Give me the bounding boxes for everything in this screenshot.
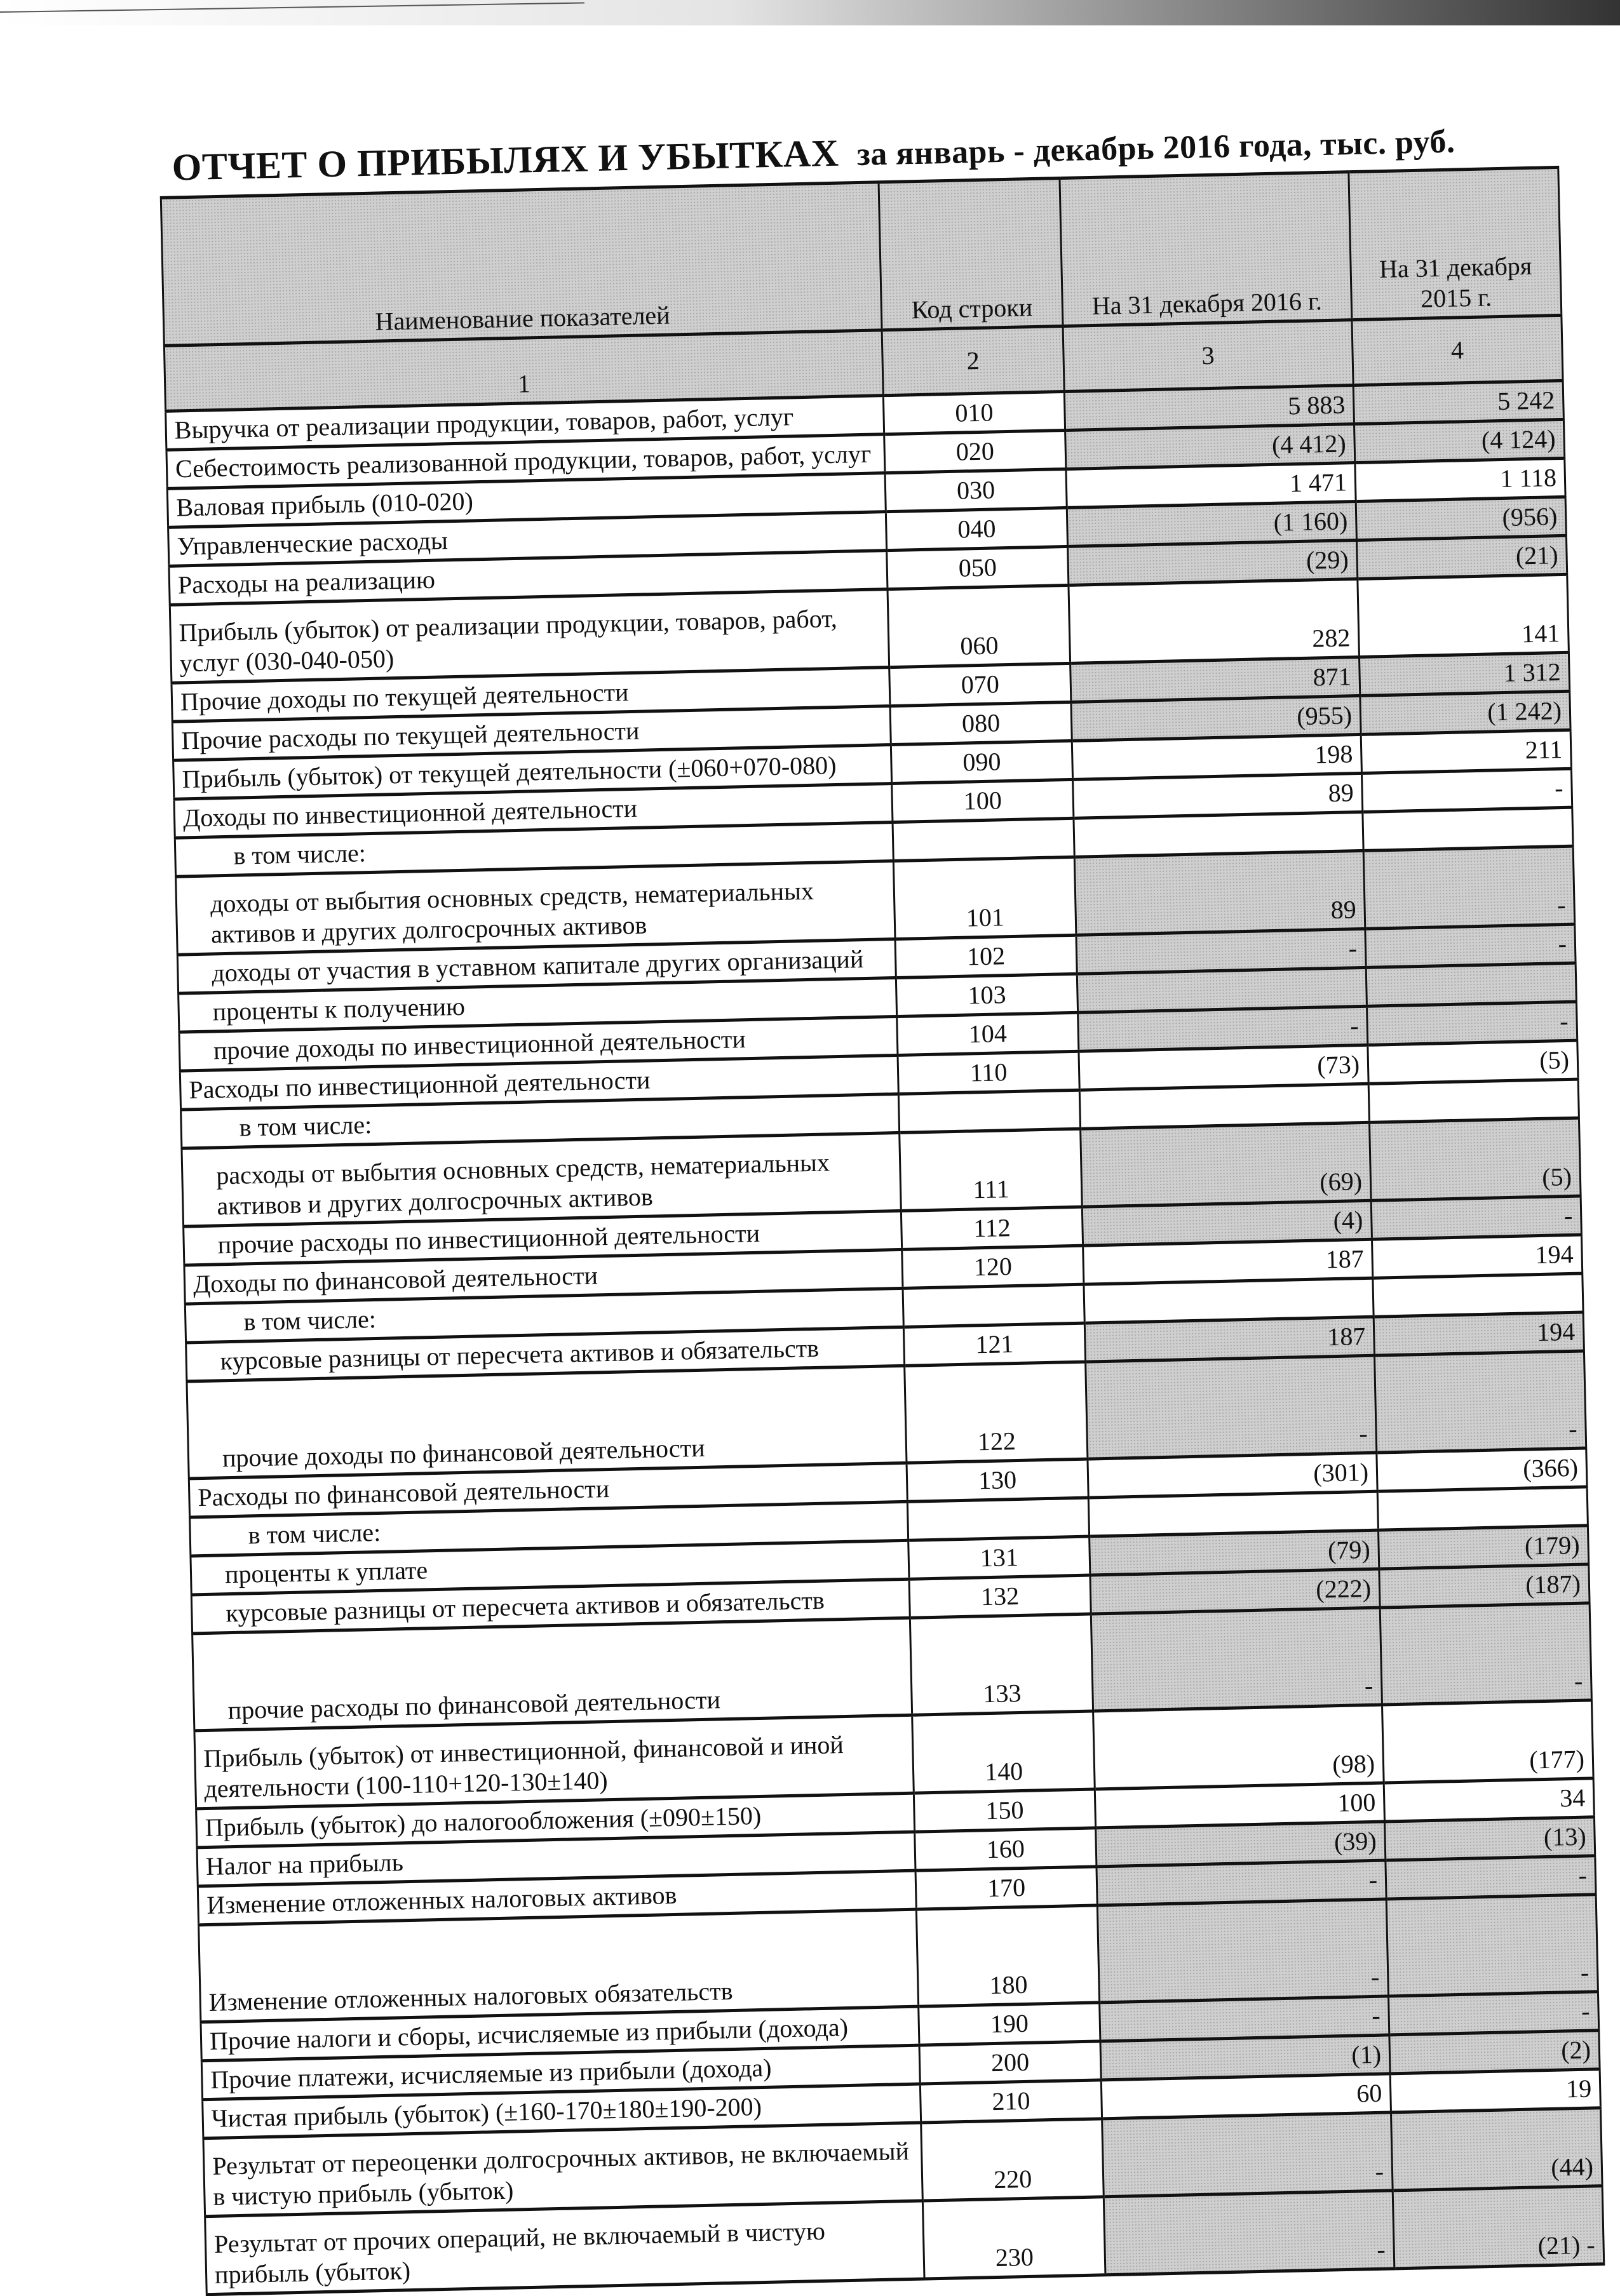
row-code: 050: [887, 546, 1069, 589]
report-page: [159, 116, 1603, 2296]
value-previous-period: (2): [1389, 2031, 1600, 2074]
value-current-period: 100: [1095, 1783, 1384, 1828]
indicator-name: Прочие платежи, исчисляемые из прибыли (дохода): [201, 2045, 920, 2100]
value-current-period: (955): [1071, 695, 1361, 741]
value-previous-period: -: [1386, 1895, 1598, 1996]
indicator-name: Прибыль (убыток) до налогообложения (±090±150): [196, 1793, 915, 1848]
value-previous-period: -: [1361, 769, 1572, 812]
income-statement-table: [160, 166, 1605, 2296]
value-previous-period: -: [1386, 1856, 1596, 1899]
value-previous-period: [1366, 963, 1576, 1006]
value-current-period: (4 412): [1065, 424, 1355, 469]
value-current-period: -: [1097, 1899, 1388, 2003]
value-current-period: -: [1100, 1996, 1389, 2041]
value-previous-period: -: [1363, 846, 1575, 929]
value-current-period: (98): [1093, 1705, 1384, 1789]
value-current-period: [1074, 812, 1363, 857]
value-current-period: (29): [1068, 540, 1358, 586]
indicator-name: курсовые разницы от пересчета активов и обязательств: [191, 1579, 910, 1634]
indicator-name: Прибыль (убыток) от текущей деятельности (±060+070-080): [173, 745, 892, 800]
indicator-name: Прочие доходы по текущей деятельности: [172, 668, 890, 722]
header-row: [161, 167, 1562, 346]
row-code: 122: [905, 1362, 1088, 1463]
row-code: 170: [915, 1867, 1097, 1909]
value-current-period: -: [1091, 1608, 1382, 1711]
value-current-period: [1088, 1491, 1378, 1536]
indicator-name: Прочие расходы по текущей деятельности: [172, 706, 891, 761]
value-previous-period: 1 312: [1359, 652, 1569, 695]
report-title-period: за январь - декабрь 2016 года, тыс. руб.: [856, 123, 1456, 173]
value-previous-period: -: [1380, 1603, 1591, 1705]
value-current-period: (301): [1088, 1453, 1377, 1498]
value-current-period: 198: [1072, 734, 1361, 779]
value-previous-period: (177): [1382, 1700, 1593, 1783]
header-current-period: На 31 декабря 2016 г.: [1060, 172, 1352, 326]
value-previous-period: (5): [1368, 1040, 1578, 1084]
value-previous-period: (366): [1377, 1448, 1587, 1491]
value-current-period: 871: [1070, 657, 1360, 702]
header-previous-period: На 31 декабря 2015 г.: [1349, 167, 1562, 319]
row-code: 220: [921, 2119, 1104, 2201]
row-code: 010: [883, 391, 1065, 434]
value-current-period: -: [1102, 2112, 1393, 2197]
row-code: 030: [885, 469, 1067, 511]
indicator-name: Результат от прочих операций, не включаемый в чистую прибыль (убыток): [205, 2201, 924, 2295]
value-previous-period: -: [1365, 924, 1576, 967]
row-code: 110: [898, 1051, 1079, 1094]
value-current-period: 89: [1074, 850, 1365, 935]
value-current-period: (4): [1082, 1200, 1372, 1245]
column-number: 2: [882, 326, 1064, 396]
indicator-name: Изменение отложенных налоговых активов: [198, 1870, 916, 1925]
indicator-name: Расходы на реализацию: [169, 551, 888, 605]
value-current-period: [1079, 1084, 1369, 1129]
value-current-period: 187: [1083, 1239, 1373, 1284]
column-number: 3: [1063, 320, 1353, 392]
row-code: 132: [909, 1575, 1091, 1618]
value-previous-period: -: [1374, 1351, 1586, 1453]
indicator-name: Валовая прибыль (010-020): [167, 473, 886, 528]
indicator-name: Налог на прибыль: [197, 1832, 915, 1886]
value-current-period: 60: [1101, 2074, 1391, 2119]
row-code: 111: [900, 1129, 1083, 1211]
row-code: 140: [912, 1711, 1095, 1793]
row-code: 120: [902, 1245, 1084, 1288]
value-previous-period: (21): [1356, 535, 1567, 579]
indicator-name: Результат от переоценки долгосрочных активов, не включаемый в чистую прибыль (убыток): [203, 2123, 922, 2217]
scan-edge-artifact: [0, 0, 1620, 25]
value-previous-period: 1 118: [1355, 458, 1565, 501]
indicator-name: Доходы по инвестиционной деятельности: [174, 784, 893, 838]
value-current-period: -: [1104, 2191, 1394, 2275]
value-previous-period: 19: [1390, 2069, 1600, 2112]
row-code: 230: [922, 2197, 1105, 2279]
indicator-name: доходы от выбытия основных средств, нематериальных активов и других долгосрочных активов: [176, 861, 895, 955]
row-code: 150: [914, 1789, 1095, 1832]
value-current-period: 1 471: [1066, 463, 1356, 508]
value-previous-period: -: [1389, 1992, 1599, 2035]
value-previous-period: (187): [1379, 1564, 1590, 1608]
indicator-name: прочие доходы по финансовой деятельности: [187, 1366, 907, 1479]
indicator-name: Расходы по инвестиционной деятельности: [180, 1055, 898, 1110]
value-current-period: -: [1078, 1006, 1368, 1051]
value-current-period: (73): [1079, 1045, 1368, 1090]
value-current-period: 89: [1073, 773, 1363, 818]
row-code: 180: [916, 1905, 1099, 2006]
indicator-name: в том числе:: [190, 1501, 908, 1556]
row-code: 070: [889, 663, 1071, 706]
row-code: 210: [920, 2080, 1102, 2123]
header-indicator-name: Наименование показателей: [161, 182, 882, 346]
row-code: 103: [896, 974, 1077, 1016]
value-current-period: (1 160): [1067, 502, 1356, 547]
row-code: 121: [903, 1323, 1085, 1366]
indicator-name: Чистая прибыль (убыток) (±160-170±180±190-200): [203, 2084, 921, 2138]
indicator-name: в том числе:: [185, 1288, 903, 1343]
row-code: 131: [908, 1536, 1090, 1579]
value-previous-period: [1377, 1487, 1588, 1530]
value-current-period: (79): [1090, 1530, 1379, 1575]
row-code: 190: [919, 2003, 1100, 2045]
indicator-name: Доходы по финансовой деятельности: [184, 1249, 903, 1304]
value-previous-period: [1363, 807, 1573, 850]
value-current-period: (69): [1081, 1122, 1372, 1207]
value-previous-period: (956): [1356, 497, 1566, 540]
indicator-name: расходы от выбытия основных средств, нематериальных активов и других долгосрочных активов: [182, 1132, 901, 1226]
row-code: 101: [893, 857, 1076, 939]
row-code: 080: [890, 702, 1072, 744]
indicator-name: Выручка от реализации продукции, товаров, работ, услуг: [166, 396, 884, 450]
value-previous-period: (44): [1391, 2108, 1602, 2191]
indicator-name: Прибыль (убыток) от реализации продукции, товаров, работ, услуг (030-040-050): [170, 589, 889, 683]
value-previous-period: 194: [1374, 1312, 1584, 1355]
value-current-period: -: [1097, 1860, 1386, 1905]
indicator-name: в том числе:: [181, 1094, 900, 1148]
column-number: 1: [164, 330, 883, 412]
indicator-name: Прочие налоги и сборы, исчисляемые из прибыли (дохода): [201, 2006, 919, 2061]
indicator-name: Прибыль (убыток) от инвестиционной, финансовой и иной деятельности (100-110+120-130±140): [194, 1715, 914, 1809]
row-code: 104: [897, 1012, 1079, 1055]
value-previous-period: (179): [1378, 1526, 1588, 1569]
indicator-name: прочие расходы по финансовой деятельности: [192, 1618, 912, 1731]
row-code: [907, 1498, 1089, 1540]
report-body: [166, 380, 1604, 2294]
indicator-name: в том числе:: [175, 822, 893, 877]
value-current-period: 187: [1084, 1317, 1374, 1362]
row-code: 200: [919, 2041, 1101, 2084]
row-code: 130: [907, 1459, 1088, 1501]
value-previous-period: 141: [1358, 574, 1569, 657]
indicator-name: Расходы по финансовой деятельности: [189, 1463, 907, 1517]
value-current-period: [1077, 967, 1367, 1012]
row-code: [898, 1090, 1080, 1132]
value-previous-period: (4 124): [1354, 419, 1564, 462]
row-code: 160: [915, 1828, 1097, 1870]
header-row-code: Код строки: [879, 178, 1063, 330]
value-previous-period: (21) -: [1393, 2186, 1604, 2269]
value-previous-period: 34: [1384, 1778, 1594, 1822]
value-current-period: (39): [1096, 1822, 1386, 1867]
row-code: [903, 1284, 1084, 1327]
value-previous-period: [1373, 1273, 1583, 1317]
row-code: 020: [884, 430, 1066, 473]
row-code: 090: [891, 741, 1072, 783]
indicator-name: курсовые разницы от пересчета активов и обязательств: [186, 1327, 905, 1381]
indicator-name: прочие расходы по инвестиционной деятельности: [184, 1211, 902, 1265]
indicator-name: проценты к получению: [179, 977, 897, 1032]
indicator-name: доходы от участия в уставном капитале других организаций: [177, 939, 896, 994]
value-current-period: (1): [1100, 2035, 1390, 2080]
value-previous-period: 211: [1361, 730, 1571, 773]
value-current-period: -: [1086, 1355, 1377, 1459]
indicator-name: Себестоимость реализованной продукции, товаров, работ, услуг: [166, 434, 885, 489]
value-current-period: [1084, 1278, 1374, 1323]
indicator-name: Изменение отложенных налоговых обязательств: [199, 1909, 919, 2022]
value-previous-period: 194: [1372, 1235, 1583, 1278]
row-code: 102: [895, 935, 1077, 977]
value-current-period: (222): [1090, 1569, 1380, 1614]
indicator-name: Управленческие расходы: [168, 512, 887, 567]
row-code: 040: [886, 507, 1067, 550]
value-current-period: -: [1076, 929, 1366, 974]
column-number: 4: [1352, 315, 1563, 385]
value-current-period: 282: [1069, 579, 1360, 664]
value-previous-period: (13): [1385, 1817, 1595, 1860]
value-previous-period: (1 242): [1360, 691, 1570, 734]
value-previous-period: [1368, 1079, 1579, 1122]
row-code: 100: [892, 779, 1074, 822]
row-code: 112: [901, 1207, 1083, 1249]
report-title-main: ОТЧЕТ О ПРИБЫЛЯХ И УБЫТКАХ: [172, 131, 840, 189]
indicator-name: прочие доходы по инвестиционной деятельности: [179, 1016, 898, 1071]
indicator-name: проценты к уплате: [191, 1540, 909, 1595]
value-previous-period: (5): [1369, 1118, 1581, 1200]
value-current-period: 5 883: [1064, 386, 1354, 431]
row-code: [893, 818, 1074, 861]
value-previous-period: -: [1367, 1002, 1577, 1045]
value-previous-period: -: [1371, 1196, 1581, 1239]
value-previous-period: 5 242: [1353, 380, 1563, 424]
row-code: 133: [910, 1614, 1093, 1715]
row-code: 060: [888, 585, 1070, 667]
